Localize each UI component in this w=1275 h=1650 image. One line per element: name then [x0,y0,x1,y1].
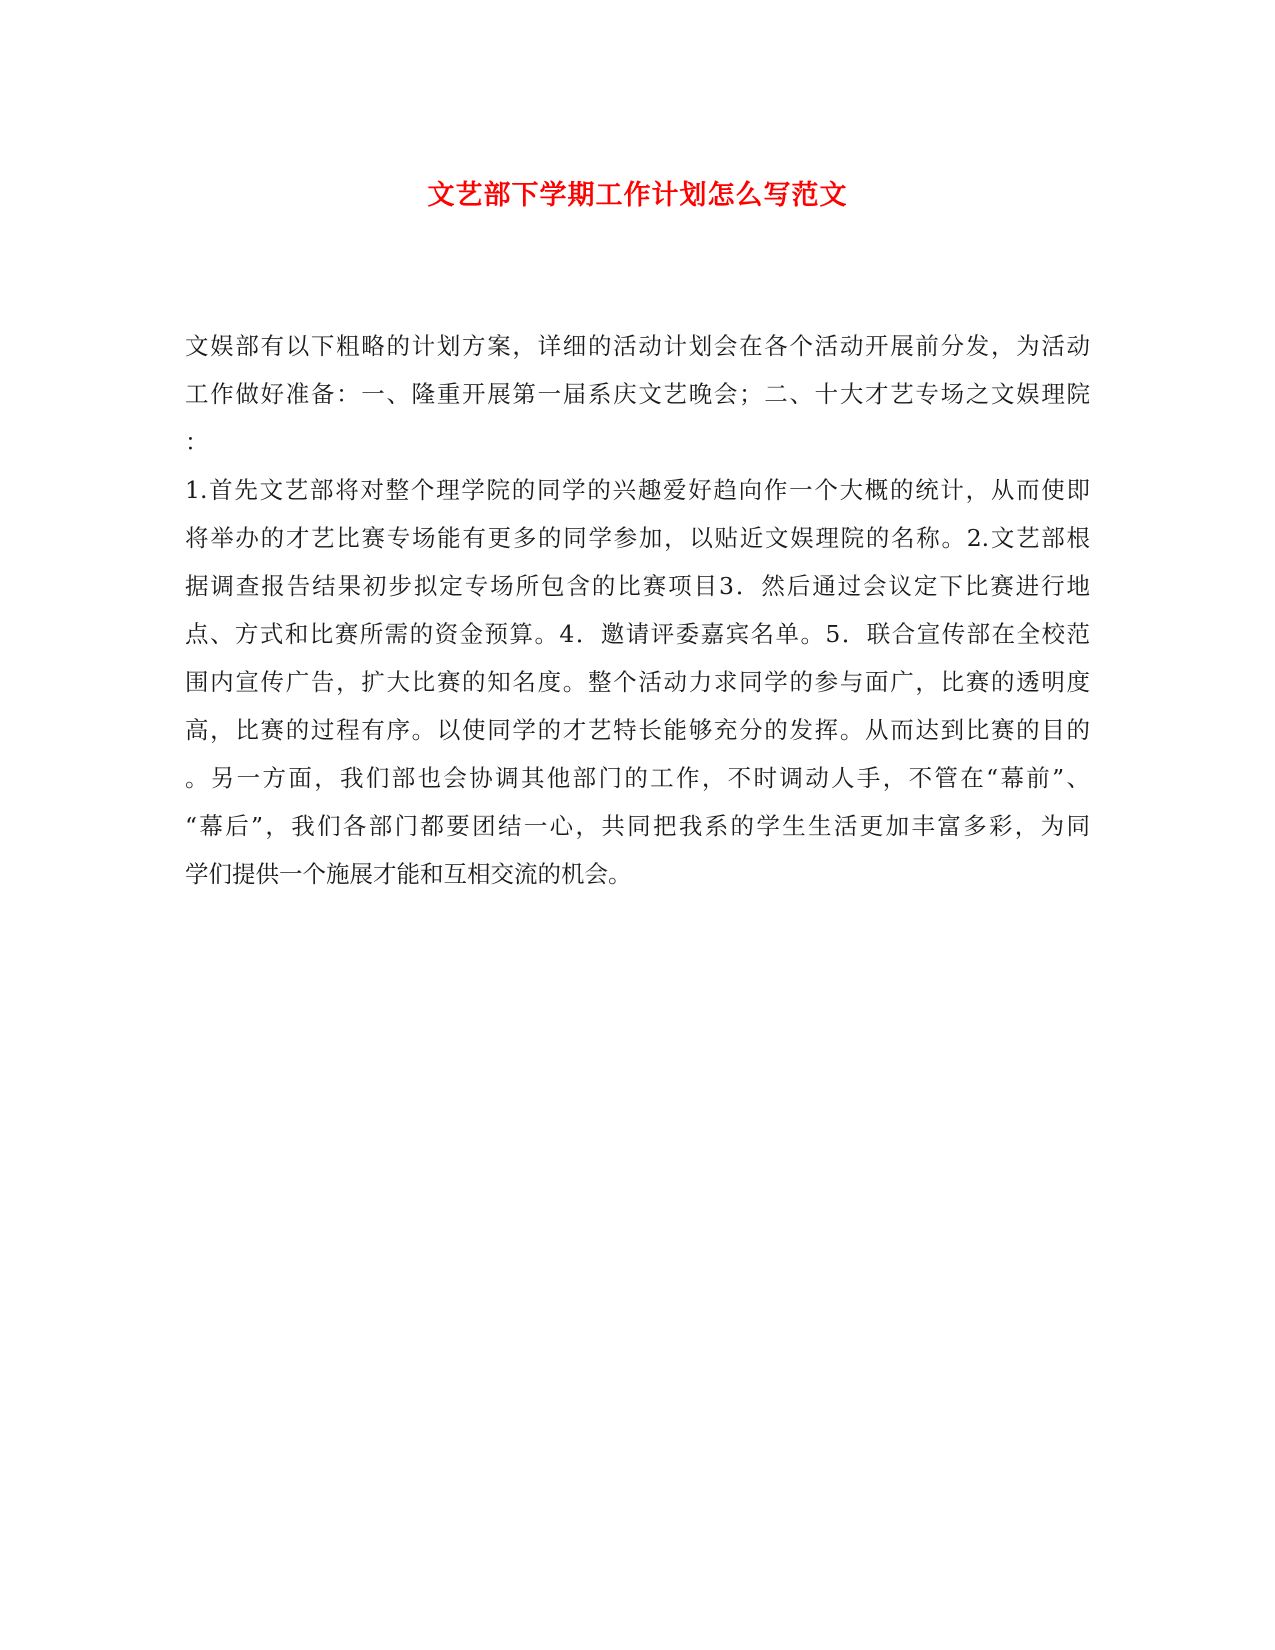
document-title: 文艺部下学期工作计划怎么写范文 [427,180,848,211]
document-body [185,322,1090,898]
body-line: 点、方式和比赛所需的资金预算。4．邀请评委嘉宾名单。5．联合宣传部在全校范 [185,620,1090,648]
body-line: 。另一方面，我们部也会协调其他部门的工作，不时调动人手，不管在“幕前”、 [185,764,1090,792]
body-line: 围内宣传广告，扩大比赛的知名度。整个活动力求同学的参与面广，比赛的透明度 [185,668,1090,696]
body-line: 据调查报告结果初步拟定专场所包含的比赛项目3．然后通过会议定下比赛进行地 [185,572,1090,600]
body-line: 高，比赛的过程有序。以使同学的才艺特长能够充分的发挥。从而达到比赛的目的 [185,716,1090,744]
body-line: 1.首先文艺部将对整个理学院的同学的兴趣爱好趋向作一个大概的统计，从而使即 [185,476,1090,504]
body-line: 学们提供一个施展才能和互相交流的机会。 [185,860,632,888]
body-line: ： [185,428,209,456]
body-line: 将举办的才艺比赛专场能有更多的同学参加，以贴近文娱理院的名称。2.文艺部根 [185,524,1090,552]
body-line: 工作做好准备：一、隆重开展第一届系庆文艺晚会；二、十大才艺专场之文娱理院 [185,380,1090,408]
body-line: “幕后”，我们各部门都要团结一心，共同把我系的学生生活更加丰富多彩，为同 [185,812,1090,840]
body-line: 文娱部有以下粗略的计划方案，详细的活动计划会在各个活动开展前分发，为活动 [185,332,1090,360]
